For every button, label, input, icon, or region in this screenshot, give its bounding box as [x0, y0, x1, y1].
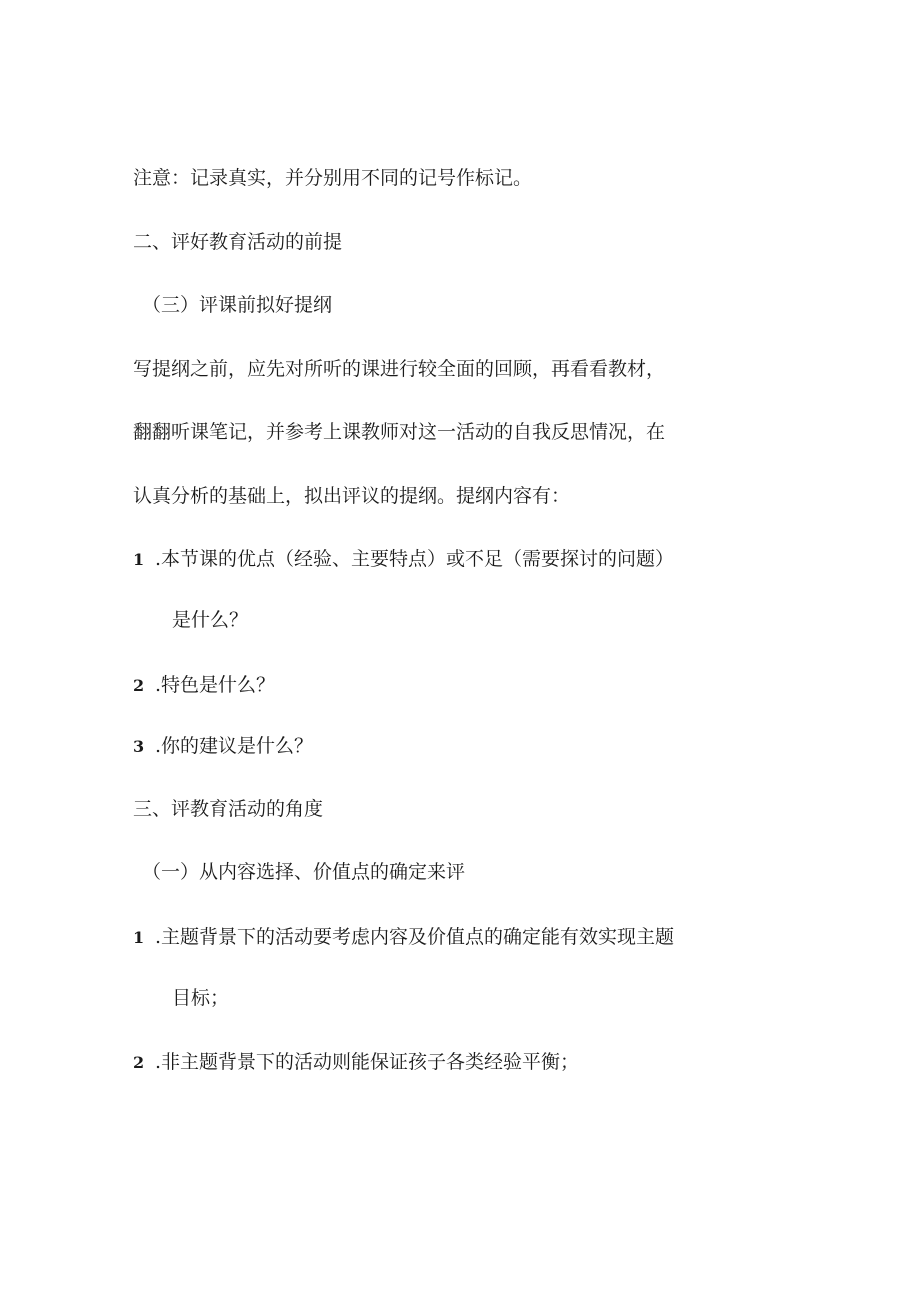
list-item [133, 547, 674, 572]
list-item-text: .特色是什么？ [155, 674, 276, 696]
list-item-continuation: 是什么？ [172, 609, 249, 631]
list-item-text: .本节课的优点（经验、主要特点）或不足（需要探讨的问题） [155, 548, 675, 570]
list-item-number: 1 [133, 550, 145, 569]
paragraph-line-3: 认真分析的基础上，拟出评议的提纲。提纲内容有： [133, 485, 571, 507]
list-item-continuation: 目标； [172, 987, 230, 1009]
paragraph-line-1: 写提纲之前，应先对所听的课进行较全面的回顾，再看看教材， [133, 358, 666, 380]
list-item [133, 734, 313, 759]
list-item [133, 1050, 579, 1075]
section-heading-3: 三、评教育活动的角度 [133, 798, 324, 820]
list-item-text: .非主题背景下的活动则能保证孩子各类经验平衡； [155, 1051, 580, 1073]
list-item-text: .主题背景下的活动要考虑内容及价值点的确定能有效实现主题 [155, 926, 675, 948]
list-item-number: 3 [133, 737, 145, 756]
list-item [133, 925, 674, 950]
paragraph-line-2: 翻翻听课笔记，并参考上课教师对这一活动的自我反思情况，在 [133, 421, 666, 443]
list-item-number: 1 [133, 928, 145, 947]
subsection-heading-2-3: （三）评课前拟好提纲 [142, 294, 333, 316]
list-item-number: 2 [133, 676, 145, 695]
section-heading-2: 二、评好教育活动的前提 [133, 231, 343, 253]
list-item-number: 2 [133, 1053, 145, 1072]
note-line: 注意：记录真实，并分别用不同的记号作标记。 [133, 167, 533, 189]
subsection-heading-3-1: （一）从内容选择、价值点的确定来评 [142, 861, 466, 883]
list-item-text: .你的建议是什么？ [155, 735, 314, 757]
list-item [133, 673, 275, 698]
